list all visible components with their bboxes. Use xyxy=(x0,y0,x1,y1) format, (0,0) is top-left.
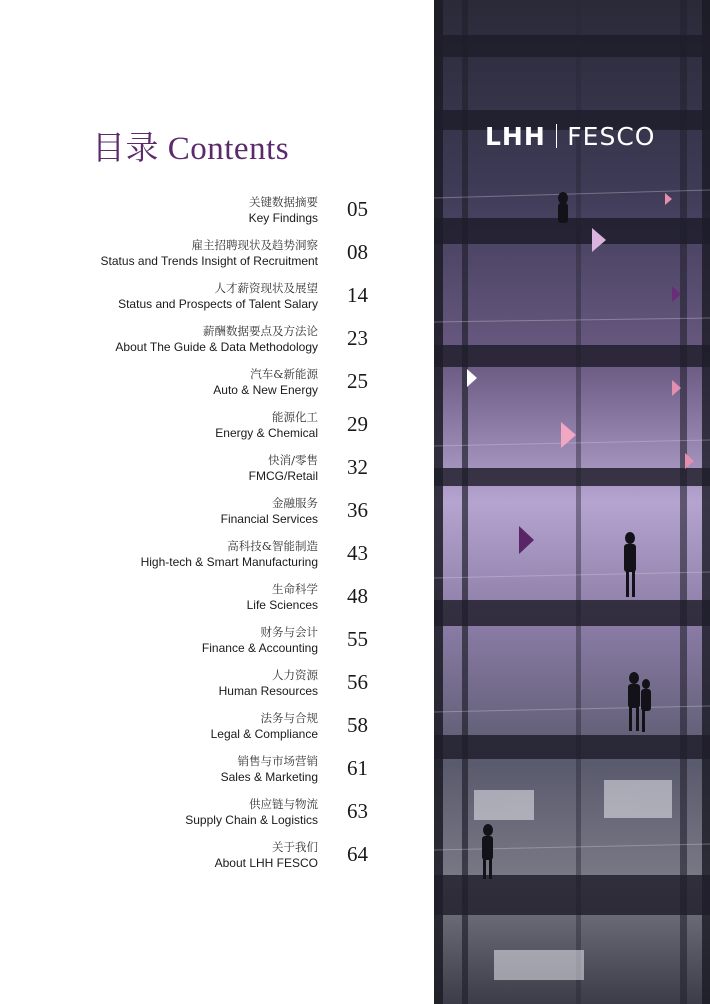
toc-entry-title-en: Key Findings xyxy=(248,211,318,225)
toc-entry-title-zh: 关键数据摘要 xyxy=(249,195,318,209)
toc-entry-title-en: Finance & Accounting xyxy=(201,641,318,655)
toc-entry[interactable] xyxy=(60,538,390,578)
toc-entry-title-zh: 快消/零售 xyxy=(268,453,318,467)
toc-entry[interactable] xyxy=(60,581,390,621)
toc-entry-title-zh: 人才薪资现状及展望 xyxy=(214,281,318,295)
toc-entry-page-number: 29 xyxy=(347,412,368,436)
toc-entry-page-number: 32 xyxy=(347,455,368,479)
triangle-icon xyxy=(467,369,477,387)
toc-entry-page-number: 25 xyxy=(347,369,368,393)
toc-entry-title-en: Status and Trends Insight of Recruitment xyxy=(100,254,318,268)
toc-entry[interactable] xyxy=(60,452,390,492)
brand-logo xyxy=(485,122,655,151)
toc-entry-page-number: 36 xyxy=(347,498,368,522)
toc-entry-title-zh: 金融服务 xyxy=(272,496,318,510)
toc-entry-text xyxy=(213,366,318,399)
toc-entry-page-number: 64 xyxy=(347,842,368,866)
page-title: 目录 Contents xyxy=(92,131,290,167)
toc-entry-text xyxy=(249,194,318,227)
toc-entry-page-number: 58 xyxy=(347,713,368,737)
toc-entry-text xyxy=(185,796,318,829)
toc-entry-title-zh: 汽车&新能源 xyxy=(250,367,318,381)
brand-fesco: FESCO xyxy=(567,122,656,151)
toc-entry-page-number: 48 xyxy=(347,584,368,608)
toc-entry-page-number: 23 xyxy=(347,326,368,350)
toc-entry[interactable] xyxy=(60,237,390,277)
toc-entry-title-en: Financial Services xyxy=(220,512,318,526)
toc-entry-text xyxy=(211,710,318,743)
toc-entry-title-zh: 生命科学 xyxy=(272,582,318,596)
toc-entry-text xyxy=(249,452,318,485)
toc-entry-title-en: About LHH FESCO xyxy=(214,856,318,870)
triangle-icon xyxy=(561,422,576,448)
toc-entry-text xyxy=(141,538,318,571)
brand-divider xyxy=(556,124,558,148)
toc-entry[interactable] xyxy=(60,753,390,793)
toc-entry-title-zh: 财务与会计 xyxy=(260,625,318,639)
toc-entry-title-zh: 雇主招聘现状及趋势洞察 xyxy=(191,238,318,252)
toc-entry-page-number: 14 xyxy=(347,283,368,307)
toc-entry-title-zh: 能源化工 xyxy=(272,410,318,424)
toc-entry-title-zh: 法务与合规 xyxy=(260,711,318,725)
toc-entry-text xyxy=(101,237,318,270)
toc-entry-page-number: 05 xyxy=(347,197,368,221)
toc-entry-title-en: Auto & New Energy xyxy=(213,383,318,397)
toc-entry-title-en: Energy & Chemical xyxy=(215,426,318,440)
toc-entry-text xyxy=(115,323,318,356)
toc-entry-page-number: 56 xyxy=(347,670,368,694)
toc-entry-title-zh: 薪酬数据要点及方法论 xyxy=(203,324,318,338)
toc-entry-page-number: 43 xyxy=(347,541,368,565)
toc-entry-title-en: Sales & Marketing xyxy=(220,770,318,784)
toc-entry[interactable] xyxy=(60,624,390,664)
toc-entry-title-en: Supply Chain & Logistics xyxy=(185,813,318,827)
toc-entry-title-zh: 关于我们 xyxy=(272,840,318,854)
toc-entry-title-zh: 人力资源 xyxy=(272,668,318,682)
toc-entry-page-number: 63 xyxy=(347,799,368,823)
toc-entry-text xyxy=(219,667,318,700)
toc-entry-title-zh: 供应链与物流 xyxy=(249,797,318,811)
toc-entry-title-en: About The Guide & Data Methodology xyxy=(115,340,318,354)
triangle-icon xyxy=(519,526,534,554)
toc-entry-page-number: 55 xyxy=(347,627,368,651)
toc-entry-text xyxy=(221,753,318,786)
toc-entry[interactable] xyxy=(60,409,390,449)
toc-entry-title-en: FMCG/Retail xyxy=(248,469,318,483)
brand-lhh: LHH xyxy=(485,122,546,151)
triangle-icon xyxy=(685,453,694,469)
toc-entry-title-en: Life Sciences xyxy=(246,598,318,612)
toc-entry[interactable] xyxy=(60,366,390,406)
toc-entry-text xyxy=(202,624,318,657)
toc-entry-text xyxy=(221,495,318,528)
toc-entry-title-en: Human Resources xyxy=(218,684,318,698)
toc-entry[interactable] xyxy=(60,710,390,750)
toc-entry-title-en: High-tech & Smart Manufacturing xyxy=(140,555,318,569)
triangle-icon xyxy=(672,286,681,302)
toc-entry-text xyxy=(118,280,318,313)
triangle-icon xyxy=(665,193,672,205)
toc-entry[interactable] xyxy=(60,194,390,234)
toc-entry[interactable] xyxy=(60,495,390,535)
toc-entry-text xyxy=(247,581,318,614)
toc-entry[interactable] xyxy=(60,667,390,707)
toc-entry[interactable] xyxy=(60,839,390,879)
toc-entry-text xyxy=(215,409,318,442)
toc-entry-title-zh: 销售与市场营销 xyxy=(237,754,318,768)
toc-entry[interactable] xyxy=(60,796,390,836)
toc-entry-text xyxy=(215,839,318,872)
toc-entry-title-en: Status and Prospects of Talent Salary xyxy=(118,297,318,311)
toc-entry[interactable] xyxy=(60,323,390,363)
toc-entry-title-en: Legal & Compliance xyxy=(210,727,318,741)
toc-entry-page-number: 08 xyxy=(347,240,368,264)
triangle-icon xyxy=(672,380,681,396)
toc-entry-page-number: 61 xyxy=(347,756,368,780)
toc-entry[interactable] xyxy=(60,280,390,320)
toc-entry-title-zh: 高科技&智能制造 xyxy=(227,539,318,553)
